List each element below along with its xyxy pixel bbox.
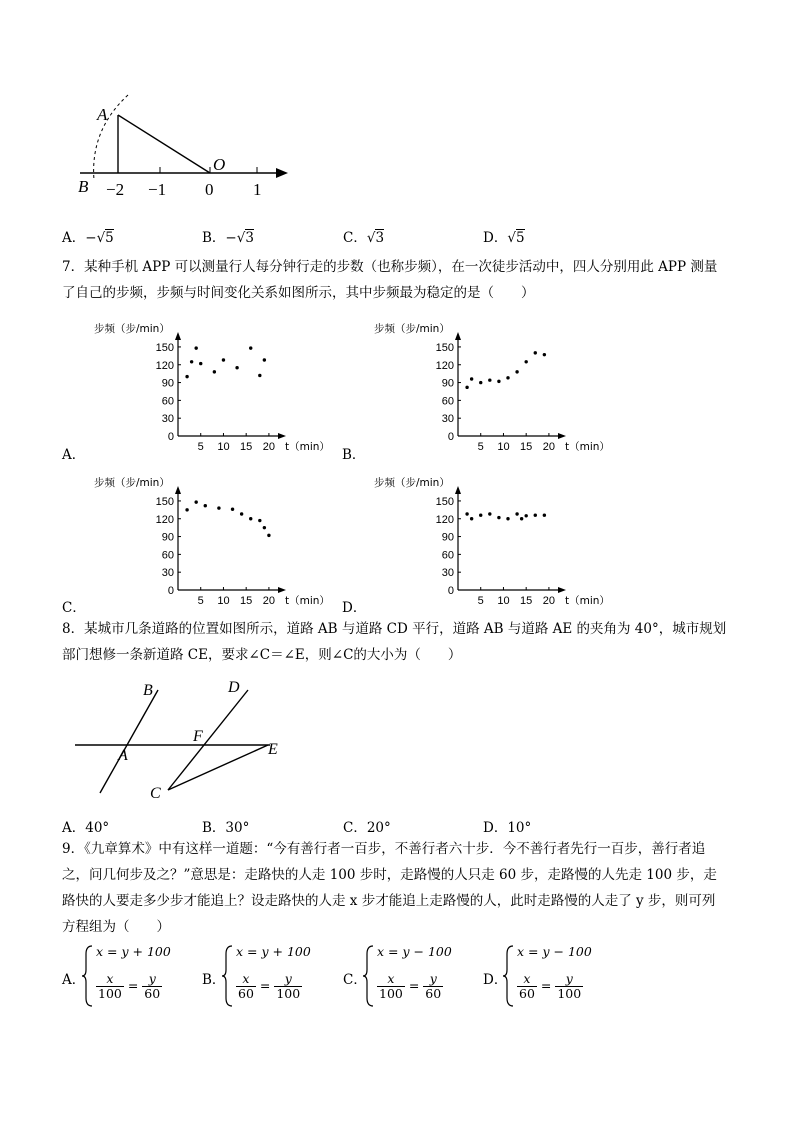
data-point [524, 514, 527, 517]
x-tick-label: 10 [497, 441, 510, 453]
data-point [524, 360, 527, 363]
data-point [258, 374, 261, 377]
data-point [497, 516, 500, 519]
data-point [194, 346, 197, 349]
y-axis-arrow [175, 486, 181, 494]
x-tick-label: 20 [262, 595, 276, 607]
question-9 [62, 836, 742, 940]
data-point [470, 377, 473, 380]
x-axis-label: t（min） [285, 595, 330, 607]
y-tick-label: 0 [447, 585, 454, 597]
y-tick-label: 150 [155, 495, 174, 508]
y-tick-label: 90 [161, 531, 174, 544]
point-o-label: O [213, 155, 226, 174]
option-a[interactable]: A． [62, 447, 86, 463]
option-d[interactable]: D．10° [483, 820, 532, 836]
label-b: B [143, 682, 153, 699]
x-axis-arrow [558, 433, 566, 439]
data-point [240, 512, 243, 515]
y-tick-label: 120 [155, 513, 174, 526]
label-c: C [150, 785, 161, 802]
x-tick-label: 5 [197, 595, 204, 607]
x-tick-label: 20 [542, 441, 556, 453]
q9-line1: 9．《九章算术》中有这样一道题：“今有善行者一百步，不善行者六十步．今不善行者先行一百步，善行者追 [62, 841, 706, 857]
x-axis-label: t（min） [565, 441, 610, 453]
data-point [465, 386, 468, 389]
y-axis-arrow [175, 332, 181, 340]
data-point [217, 506, 220, 509]
q8-line2: 部门想修一条新道路 CE，要求∠C＝∠E，则∠C的大小为（ ） [62, 647, 462, 663]
option-d[interactable]: D． [342, 600, 367, 616]
point-a-label: A [97, 105, 108, 124]
x-tick-label: 20 [542, 595, 556, 607]
x-axis-arrow [278, 433, 286, 439]
x-tick-label: 15 [240, 595, 253, 607]
point-b-label: B [78, 177, 89, 196]
option-c[interactable]: C．20° [343, 820, 391, 836]
y-axis-arrow [455, 332, 461, 340]
data-point [263, 526, 266, 529]
option-a[interactable]: A．40° [62, 820, 110, 836]
data-point [479, 513, 482, 516]
data-point [520, 517, 523, 520]
label-a: A [118, 747, 128, 764]
data-point [506, 517, 509, 520]
x-tick-label: 5 [477, 441, 484, 453]
option-b[interactable]: B．−√3 [202, 230, 254, 246]
data-point [479, 381, 482, 384]
data-point [465, 512, 468, 515]
option-d[interactable]: D．√5 [483, 230, 525, 246]
q9-line4: 方程组为（ ） [62, 919, 170, 935]
data-point [194, 500, 197, 503]
data-point [235, 366, 238, 369]
y-tick-label: 60 [161, 549, 174, 562]
y-tick-label: 120 [155, 359, 174, 372]
x-tick-label: 20 [262, 441, 276, 453]
data-point [515, 370, 518, 373]
y-tick-label: 60 [161, 395, 174, 408]
y-tick-label: 0 [167, 431, 174, 443]
y-tick-label: 30 [441, 413, 454, 426]
x-tick-label: 15 [520, 441, 533, 453]
option-b[interactable]: B． x = y + 100 $\frac{x}{60}$ = $\frac{y}{100}$ [202, 942, 342, 1012]
data-point [470, 517, 473, 520]
q8-options [62, 816, 762, 836]
y-tick-label: 30 [161, 567, 174, 580]
y-tick-label: 120 [435, 513, 454, 526]
x-tick-label: 5 [477, 595, 484, 607]
chart-a [90, 318, 350, 458]
tick-label: 0 [205, 180, 214, 199]
data-point [258, 519, 261, 522]
tick-label: 1 [253, 180, 262, 199]
option-b[interactable]: B． [342, 447, 366, 463]
y-tick-label: 0 [447, 431, 454, 443]
y-tick-label: 30 [161, 413, 174, 426]
data-point [267, 534, 270, 537]
question-7 [62, 254, 742, 306]
option-c[interactable]: C． x = y − 100 $\frac{x}{100}$ = $\frac{y}{60}$ [343, 942, 483, 1012]
q6-options [62, 226, 762, 246]
y-tick-label: 120 [435, 359, 454, 372]
y-axis-label: 步频（步/min） [374, 477, 450, 489]
data-point [249, 346, 252, 349]
option-d[interactable]: D． x = y − 100 $\frac{x}{60}$ = $\frac{y}{100}$ [483, 942, 623, 1012]
q7-line2: 了自己的步频，步频与时间变化关系如图所示，其中步频最为稳定的是（ ） [62, 285, 535, 301]
x-tick-label: 10 [497, 595, 510, 607]
option-b[interactable]: B．30° [202, 820, 250, 836]
x-tick-label: 15 [240, 441, 253, 453]
data-point [263, 358, 266, 361]
label-d: D [228, 679, 240, 696]
data-point [213, 370, 216, 373]
question-8 [62, 616, 742, 668]
option-a[interactable]: A． x = y + 100 $\frac{x}{100}$ = $\frac{y}{60}$ [62, 942, 202, 1012]
q9-line3: 路快的人要走多少步才能追上？设走路快的人走 x 步才能追上走路慢的人，此时走路慢的人走了 y 步，则可列 [62, 893, 716, 909]
x-tick-label: 10 [217, 595, 230, 607]
y-tick-label: 150 [435, 495, 454, 508]
y-axis-label: 步频（步/min） [94, 477, 170, 489]
y-tick-label: 150 [435, 341, 454, 354]
q7-line1: 7．某种手机 APP 可以测量行人每分钟行走的步数（也称步频），在一次徒步活动中，四人分别用此 APP 测量 [62, 259, 718, 275]
data-point [488, 512, 491, 515]
data-point [222, 358, 225, 361]
label-e: E [268, 741, 278, 758]
data-point [534, 351, 537, 354]
data-point [231, 508, 234, 511]
x-tick-label: 10 [217, 441, 230, 453]
y-tick-label: 60 [441, 395, 454, 408]
chart-d [370, 472, 630, 612]
data-point [199, 362, 202, 365]
q9-options [62, 942, 762, 1012]
y-tick-label: 90 [441, 531, 454, 544]
y-tick-label: 90 [161, 377, 174, 390]
x-tick-label: 5 [197, 441, 204, 453]
option-c[interactable]: C．√3 [343, 230, 385, 246]
x-axis-arrow [278, 587, 286, 593]
label-f: F [193, 728, 203, 745]
y-axis-label: 步频（步/min） [374, 323, 450, 335]
x-axis-label: t（min） [285, 441, 330, 453]
number-line-figure [70, 90, 310, 200]
chart-c [90, 472, 350, 612]
tick-label: −2 [106, 180, 125, 199]
q8-line1: 8．某城市几条道路的位置如图所示，道路 AB 与道路 CD 平行，道路 AB 与道路 AE 的夹角为 40°，城市规划 [62, 621, 727, 637]
data-point [534, 513, 537, 516]
chart-b [370, 318, 630, 458]
data-point [543, 513, 546, 516]
x-axis-label: t（min） [565, 595, 610, 607]
y-axis-arrow [455, 486, 461, 494]
tick-label: −1 [148, 180, 167, 199]
data-point [185, 508, 188, 511]
y-tick-label: 30 [441, 567, 454, 580]
q9-line2: 之，问几何步及之？”意思是：走路快的人走 100 步时，走路慢的人只走 60 步，走路慢的人先走 100 步，走 [62, 867, 717, 883]
x-tick-label: 15 [520, 595, 533, 607]
data-point [497, 380, 500, 383]
data-point [543, 353, 546, 356]
data-point [488, 378, 491, 381]
x-axis-arrow [558, 587, 566, 593]
data-point [515, 512, 518, 515]
data-point [185, 375, 188, 378]
y-tick-label: 150 [155, 341, 174, 354]
y-axis-label: 步频（步/min） [94, 323, 170, 335]
y-tick-label: 60 [441, 549, 454, 562]
data-point [190, 360, 193, 363]
y-tick-label: 90 [441, 377, 454, 390]
option-c[interactable]: C． [62, 600, 86, 616]
data-point [249, 517, 252, 520]
data-point [204, 504, 207, 507]
y-tick-label: 0 [167, 585, 174, 597]
data-point [506, 376, 509, 379]
roads-figure [70, 675, 310, 805]
option-a[interactable]: A．−√5 [62, 230, 114, 246]
